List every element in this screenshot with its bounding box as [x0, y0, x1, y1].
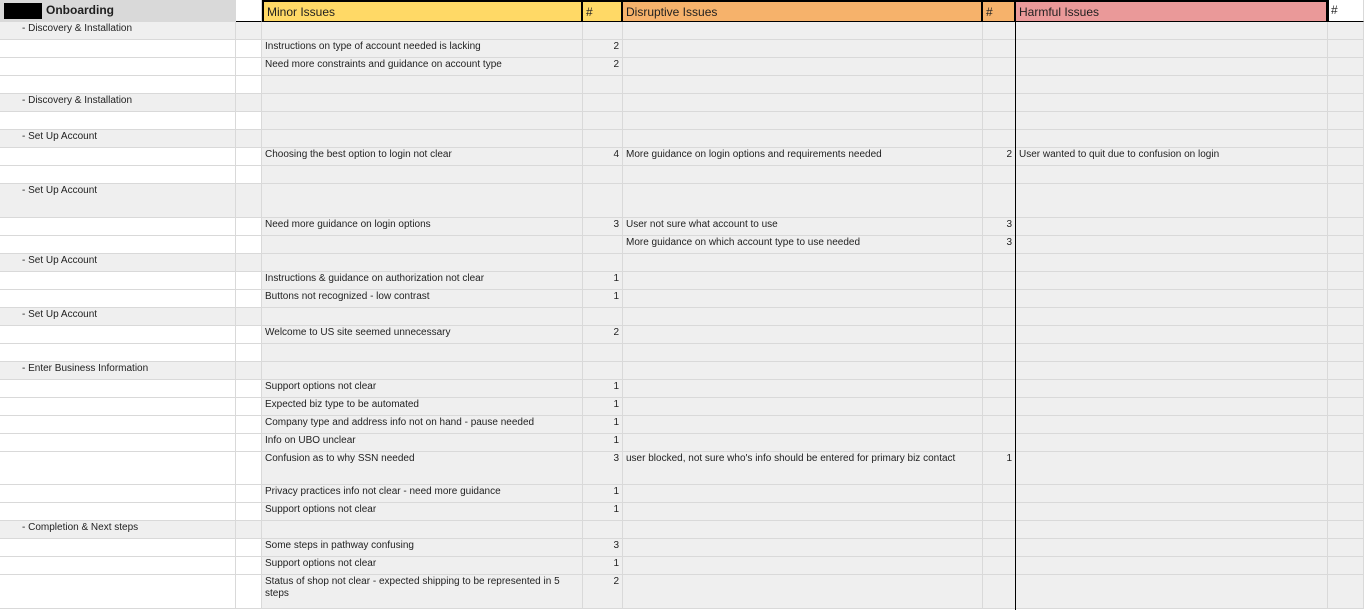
harmful-issue-cell[interactable]	[1016, 112, 1328, 130]
harmful-issue-cell[interactable]	[1016, 184, 1328, 218]
harmful-count-cell[interactable]	[1328, 344, 1364, 362]
stage-cell[interactable]	[0, 148, 236, 166]
minor-count-cell[interactable]	[583, 254, 623, 272]
minor-count-cell[interactable]	[583, 236, 623, 254]
spacer-cell[interactable]	[236, 380, 262, 398]
disruptive-count-cell[interactable]	[983, 398, 1016, 416]
table-row	[0, 236, 1364, 254]
table-row	[0, 557, 1364, 575]
minor-count-cell[interactable]	[583, 521, 623, 539]
harmful-issue-cell[interactable]	[1016, 539, 1328, 557]
disruptive-count-cell[interactable]: 3	[983, 236, 1016, 254]
table-row	[0, 272, 1364, 290]
disruptive-count-cell[interactable]	[983, 344, 1016, 362]
disruptive-count-cell[interactable]	[983, 539, 1016, 557]
stage-cell[interactable]: - Set Up Account	[0, 184, 236, 218]
harmful-count-cell[interactable]	[1328, 40, 1364, 58]
disruptive-count-cell[interactable]	[983, 380, 1016, 398]
disruptive-issue-cell[interactable]	[623, 326, 983, 344]
disruptive-count-cell[interactable]: 2	[983, 148, 1016, 166]
harmful-count-cell[interactable]	[1328, 166, 1364, 184]
harmful-issue-cell[interactable]	[1016, 218, 1328, 236]
disruptive-issue-cell[interactable]: user blocked, not sure who's info should be entered for primary biz contact	[623, 452, 983, 485]
spacer-cell[interactable]	[236, 326, 262, 344]
minor-issue-cell[interactable]: Choosing the best option to login not clear	[262, 148, 583, 166]
harmful-count-cell[interactable]	[1328, 184, 1364, 218]
minor-issue-cell[interactable]: Confusion as to why SSN needed	[262, 452, 583, 485]
disruptive-count-cell[interactable]	[983, 290, 1016, 308]
stage-row	[0, 308, 1364, 326]
disruptive-issue-cell[interactable]	[623, 166, 983, 184]
minor-issue-cell[interactable]: Info on UBO unclear	[262, 434, 583, 452]
stage-cell[interactable]	[0, 236, 236, 254]
stage-cell[interactable]	[0, 434, 236, 452]
table-row	[0, 539, 1364, 557]
disruptive-count-cell[interactable]	[983, 94, 1016, 112]
spacer-cell[interactable]	[236, 236, 262, 254]
disruptive-issue-cell[interactable]	[623, 539, 983, 557]
minor-issue-cell[interactable]: Support options not clear	[262, 503, 583, 521]
stage-cell[interactable]	[0, 58, 236, 76]
disruptive-issue-cell[interactable]	[623, 362, 983, 380]
harmful-issue-cell[interactable]	[1016, 416, 1328, 434]
disruptive-issue-cell[interactable]: User not sure what account to use	[623, 218, 983, 236]
harmful-count-cell[interactable]	[1328, 22, 1364, 40]
table-row	[0, 58, 1364, 76]
minor-issue-cell[interactable]: Buttons not recognized - low contrast	[262, 290, 583, 308]
disruptive-issue-cell[interactable]: More guidance on login options and requirements needed	[623, 148, 983, 166]
spacer-cell[interactable]	[236, 76, 262, 94]
harmful-issue-cell[interactable]	[1016, 326, 1328, 344]
minor-count-cell[interactable]	[583, 166, 623, 184]
stage-cell[interactable]	[0, 539, 236, 557]
stage-cell[interactable]: - Completion & Next steps	[0, 521, 236, 539]
minor-issue-cell[interactable]	[262, 112, 583, 130]
minor-count-cell[interactable]: 1	[583, 380, 623, 398]
disruptive-count-cell[interactable]	[983, 254, 1016, 272]
table-row	[0, 398, 1364, 416]
spacer-cell[interactable]	[236, 503, 262, 521]
table-row	[0, 40, 1364, 58]
harmful-count-cell[interactable]	[1328, 557, 1364, 575]
disruptive-count-cell[interactable]	[983, 434, 1016, 452]
harmful-issue-cell[interactable]	[1016, 344, 1328, 362]
header-harmful-issues[interactable]: Harmful Issues	[1016, 0, 1328, 22]
harmful-issue-cell[interactable]	[1016, 557, 1328, 575]
table-row	[0, 485, 1364, 503]
table-row	[0, 148, 1364, 166]
disruptive-issue-cell[interactable]	[623, 112, 983, 130]
harmful-count-cell[interactable]	[1328, 521, 1364, 539]
minor-issue-cell[interactable]	[262, 76, 583, 94]
spacer-cell[interactable]	[236, 166, 262, 184]
spacer-cell[interactable]	[236, 452, 262, 485]
stage-cell[interactable]	[0, 503, 236, 521]
table-row	[0, 218, 1364, 236]
spacer-cell[interactable]	[236, 521, 262, 539]
minor-issue-cell[interactable]	[262, 22, 583, 40]
minor-count-cell[interactable]	[583, 94, 623, 112]
minor-count-cell[interactable]: 2	[583, 58, 623, 76]
minor-count-cell[interactable]	[583, 112, 623, 130]
minor-count-cell[interactable]	[583, 308, 623, 326]
disruptive-count-cell[interactable]: 1	[983, 452, 1016, 485]
minor-issue-cell[interactable]	[262, 308, 583, 326]
disruptive-issue-cell[interactable]	[623, 40, 983, 58]
disruptive-count-cell[interactable]	[983, 184, 1016, 218]
harmful-issue-cell[interactable]	[1016, 290, 1328, 308]
spacer-cell[interactable]	[236, 362, 262, 380]
sheet-title-text: Onboarding	[46, 3, 114, 17]
minor-issue-cell[interactable]: Welcome to US site seemed unnecessary	[262, 326, 583, 344]
stage-cell[interactable]	[0, 575, 236, 609]
disruptive-count-cell[interactable]	[983, 272, 1016, 290]
minor-issue-cell[interactable]: Instructions & guidance on authorization not clear	[262, 272, 583, 290]
harmful-count-cell[interactable]	[1328, 290, 1364, 308]
harmful-issue-cell[interactable]	[1016, 503, 1328, 521]
harmful-issue-cell[interactable]	[1016, 452, 1328, 485]
stage-row	[0, 94, 1364, 112]
harmful-count-cell[interactable]	[1328, 380, 1364, 398]
harmful-issue-cell[interactable]	[1016, 166, 1328, 184]
table-row	[0, 290, 1364, 308]
harmful-issue-cell[interactable]	[1016, 380, 1328, 398]
harmful-issue-cell[interactable]	[1016, 575, 1328, 609]
minor-issue-cell[interactable]	[262, 166, 583, 184]
disruptive-count-cell[interactable]	[983, 40, 1016, 58]
minor-issue-cell[interactable]: Instructions on type of account needed is lacking	[262, 40, 583, 58]
harmful-count-cell[interactable]	[1328, 308, 1364, 326]
stage-row	[0, 130, 1364, 148]
stage-cell[interactable]	[0, 344, 236, 362]
disruptive-issue-cell[interactable]	[623, 434, 983, 452]
minor-count-cell[interactable]: 1	[583, 398, 623, 416]
spacer-cell[interactable]	[236, 272, 262, 290]
table-row	[0, 575, 1364, 609]
minor-issue-cell[interactable]	[262, 521, 583, 539]
stage-row	[0, 254, 1364, 272]
minor-issue-cell[interactable]: Support options not clear	[262, 557, 583, 575]
harmful-count-cell[interactable]	[1328, 148, 1364, 166]
harmful-issue-cell[interactable]	[1016, 434, 1328, 452]
harmful-count-cell[interactable]	[1328, 416, 1364, 434]
harmful-issue-cell[interactable]	[1016, 272, 1328, 290]
harmful-count-cell[interactable]	[1328, 112, 1364, 130]
harmful-issue-cell[interactable]	[1016, 76, 1328, 94]
stage-cell[interactable]	[0, 452, 236, 485]
header-harmful-count[interactable]: #	[1328, 0, 1364, 22]
disruptive-issue-cell[interactable]	[623, 557, 983, 575]
minor-count-cell[interactable]: 3	[583, 218, 623, 236]
harmful-count-cell[interactable]	[1328, 485, 1364, 503]
stage-cell[interactable]: - Set Up Account	[0, 308, 236, 326]
harmful-count-cell[interactable]	[1328, 503, 1364, 521]
disruptive-count-cell[interactable]	[983, 22, 1016, 40]
stage-cell[interactable]	[0, 290, 236, 308]
harmful-issue-cell[interactable]	[1016, 254, 1328, 272]
disruptive-issue-cell[interactable]	[623, 184, 983, 218]
minor-issue-cell[interactable]	[262, 130, 583, 148]
harmful-issue-cell[interactable]	[1016, 130, 1328, 148]
stage-row	[0, 521, 1364, 539]
disruptive-issue-cell[interactable]	[623, 485, 983, 503]
disruptive-count-cell[interactable]	[983, 521, 1016, 539]
minor-count-cell[interactable]	[583, 184, 623, 218]
harmful-count-cell[interactable]	[1328, 434, 1364, 452]
disruptive-issue-cell[interactable]	[623, 416, 983, 434]
stage-cell[interactable]: - Enter Business Information	[0, 362, 236, 380]
stage-cell[interactable]	[0, 40, 236, 58]
disruptive-count-cell[interactable]	[983, 130, 1016, 148]
table-row	[0, 416, 1364, 434]
disruptive-issue-cell[interactable]	[623, 272, 983, 290]
disruptive-issue-cell[interactable]	[623, 521, 983, 539]
disruptive-count-cell[interactable]	[983, 416, 1016, 434]
minor-count-cell[interactable]: 3	[583, 452, 623, 485]
minor-issue-cell[interactable]	[262, 236, 583, 254]
minor-count-cell[interactable]: 1	[583, 416, 623, 434]
harmful-issue-cell[interactable]: User wanted to quit due to confusion on login	[1016, 148, 1328, 166]
disruptive-issue-cell[interactable]	[623, 58, 983, 76]
header-cell-blank[interactable]	[236, 0, 262, 22]
harmful-count-cell[interactable]	[1328, 94, 1364, 112]
spacer-cell[interactable]	[236, 539, 262, 557]
minor-count-cell[interactable]	[583, 362, 623, 380]
minor-count-cell[interactable]	[583, 344, 623, 362]
minor-issue-cell[interactable]: Status of shop not clear - expected shipping to be represented in 5 steps	[262, 575, 583, 609]
table-row	[0, 434, 1364, 452]
harmful-right-border	[1326, 0, 1329, 22]
minor-issue-cell[interactable]	[262, 362, 583, 380]
spacer-cell[interactable]	[236, 40, 262, 58]
stage-cell[interactable]: - Set Up Account	[0, 130, 236, 148]
harmful-count-cell[interactable]	[1328, 58, 1364, 76]
spacer-cell[interactable]	[236, 344, 262, 362]
stage-cell[interactable]	[0, 398, 236, 416]
disruptive-issue-cell[interactable]	[623, 76, 983, 94]
minor-count-cell[interactable]: 2	[583, 40, 623, 58]
header-minor-issues[interactable]: Minor Issues	[262, 0, 583, 22]
spacer-cell[interactable]	[236, 58, 262, 76]
harmful-count-cell[interactable]	[1328, 362, 1364, 380]
minor-count-cell[interactable]: 1	[583, 434, 623, 452]
disruptive-count-cell[interactable]: 3	[983, 218, 1016, 236]
table-row	[0, 326, 1364, 344]
minor-count-cell[interactable]: 3	[583, 539, 623, 557]
harmful-issue-cell[interactable]	[1016, 236, 1328, 254]
disruptive-issue-cell[interactable]	[623, 380, 983, 398]
harmful-issue-cell[interactable]	[1016, 94, 1328, 112]
disruptive-count-cell[interactable]	[983, 76, 1016, 94]
disruptive-issue-cell[interactable]	[623, 254, 983, 272]
disruptive-count-cell[interactable]	[983, 362, 1016, 380]
table-row	[0, 503, 1364, 521]
minor-count-cell[interactable]	[583, 22, 623, 40]
redacted-label	[4, 3, 42, 19]
minor-count-cell[interactable]: 1	[583, 485, 623, 503]
spacer-cell[interactable]	[236, 148, 262, 166]
harmful-count-cell[interactable]	[1328, 218, 1364, 236]
stage-cell[interactable]	[0, 380, 236, 398]
minor-count-cell[interactable]	[583, 130, 623, 148]
stage-cell[interactable]	[0, 166, 236, 184]
disruptive-issue-cell[interactable]	[623, 575, 983, 609]
minor-count-cell[interactable]: 1	[583, 290, 623, 308]
harmful-count-cell[interactable]	[1328, 575, 1364, 609]
disruptive-count-cell[interactable]	[983, 485, 1016, 503]
minor-issue-cell[interactable]: Expected biz type to be automated	[262, 398, 583, 416]
spacer-cell[interactable]	[236, 254, 262, 272]
minor-issue-cell[interactable]: Need more constraints and guidance on account type	[262, 58, 583, 76]
disruptive-count-cell[interactable]	[983, 575, 1016, 609]
table-row	[0, 344, 1364, 362]
harmful-count-cell[interactable]	[1328, 236, 1364, 254]
disruptive-issue-cell[interactable]	[623, 344, 983, 362]
harmful-issue-cell[interactable]	[1016, 40, 1328, 58]
spacer-cell[interactable]	[236, 557, 262, 575]
stage-cell[interactable]	[0, 326, 236, 344]
stage-row	[0, 184, 1364, 218]
header-disruptive-count[interactable]: #	[983, 0, 1016, 22]
header-minor-count[interactable]: #	[583, 0, 623, 22]
stage-cell[interactable]	[0, 112, 236, 130]
stage-row	[0, 362, 1364, 380]
harmful-issue-cell[interactable]	[1016, 308, 1328, 326]
harmful-count-cell[interactable]	[1328, 76, 1364, 94]
minor-count-cell[interactable]: 4	[583, 148, 623, 166]
minor-issue-cell[interactable]: Company type and address info not on hand - pause needed	[262, 416, 583, 434]
stage-cell[interactable]	[0, 485, 236, 503]
spacer-cell[interactable]	[236, 112, 262, 130]
stage-cell[interactable]	[0, 557, 236, 575]
spacer-cell[interactable]	[236, 184, 262, 218]
harmful-count-cell[interactable]	[1328, 326, 1364, 344]
minor-issue-cell[interactable]	[262, 344, 583, 362]
minor-issue-cell[interactable]	[262, 184, 583, 218]
disruptive-issue-cell[interactable]	[623, 290, 983, 308]
minor-count-cell[interactable]: 1	[583, 503, 623, 521]
disruptive-count-cell[interactable]	[983, 166, 1016, 184]
spacer-cell[interactable]	[236, 130, 262, 148]
harmful-issue-cell[interactable]	[1016, 362, 1328, 380]
minor-issue-cell[interactable]: Support options not clear	[262, 380, 583, 398]
harmful-issue-cell[interactable]	[1016, 521, 1328, 539]
disruptive-count-cell[interactable]	[983, 326, 1016, 344]
harmful-issue-cell[interactable]	[1016, 398, 1328, 416]
minor-issue-cell[interactable]: Need more guidance on login options	[262, 218, 583, 236]
harmful-issue-cell[interactable]	[1016, 485, 1328, 503]
minor-count-cell[interactable]: 1	[583, 272, 623, 290]
harmful-count-cell[interactable]	[1328, 254, 1364, 272]
minor-count-cell[interactable]: 1	[583, 557, 623, 575]
disruptive-issue-cell[interactable]	[623, 130, 983, 148]
stage-cell[interactable]: - Discovery & Installation	[0, 94, 236, 112]
disruptive-issue-cell[interactable]: More guidance on which account type to use needed	[623, 236, 983, 254]
minor-issue-cell[interactable]	[262, 254, 583, 272]
disruptive-issue-cell[interactable]	[623, 308, 983, 326]
stage-cell[interactable]	[0, 76, 236, 94]
spacer-cell[interactable]	[236, 575, 262, 609]
harmful-count-cell[interactable]	[1328, 539, 1364, 557]
harmful-count-cell[interactable]	[1328, 398, 1364, 416]
spacer-cell[interactable]	[236, 308, 262, 326]
harmful-count-cell[interactable]	[1328, 272, 1364, 290]
table-row	[0, 452, 1364, 485]
spacer-cell[interactable]	[236, 22, 262, 40]
stage-row	[0, 22, 1364, 40]
stage-cell[interactable]	[0, 272, 236, 290]
header-disruptive-issues[interactable]: Disruptive Issues	[623, 0, 983, 22]
minor-count-cell[interactable]: 2	[583, 575, 623, 609]
minor-count-cell[interactable]: 2	[583, 326, 623, 344]
disruptive-count-cell[interactable]	[983, 557, 1016, 575]
spacer-cell[interactable]	[236, 398, 262, 416]
disruptive-issue-cell[interactable]	[623, 94, 983, 112]
harmful-left-border	[1015, 22, 1016, 610]
harmful-count-cell[interactable]	[1328, 130, 1364, 148]
minor-count-cell[interactable]	[583, 76, 623, 94]
spacer-cell[interactable]	[236, 218, 262, 236]
spacer-cell[interactable]	[236, 434, 262, 452]
harmful-issue-cell[interactable]	[1016, 58, 1328, 76]
disruptive-issue-cell[interactable]	[623, 503, 983, 521]
spacer-cell[interactable]	[236, 94, 262, 112]
header-row	[0, 0, 1364, 22]
table-row	[0, 380, 1364, 398]
minor-issue-cell[interactable]: Privacy practices info not clear - need more guidance	[262, 485, 583, 503]
disruptive-count-cell[interactable]	[983, 112, 1016, 130]
table-row	[0, 166, 1364, 184]
sheet-title[interactable]	[0, 0, 236, 22]
stage-cell[interactable]: - Discovery & Installation	[0, 22, 236, 40]
disruptive-count-cell[interactable]	[983, 308, 1016, 326]
harmful-issue-cell[interactable]	[1016, 22, 1328, 40]
stage-cell[interactable]	[0, 218, 236, 236]
stage-cell[interactable]: - Set Up Account	[0, 254, 236, 272]
table-row	[0, 112, 1364, 130]
minor-issue-cell[interactable]	[262, 94, 583, 112]
spacer-cell[interactable]	[236, 485, 262, 503]
spacer-cell[interactable]	[236, 290, 262, 308]
disruptive-issue-cell[interactable]	[623, 398, 983, 416]
table-row	[0, 76, 1364, 94]
minor-issue-cell[interactable]: Some steps in pathway confusing	[262, 539, 583, 557]
disruptive-count-cell[interactable]	[983, 503, 1016, 521]
disruptive-count-cell[interactable]	[983, 58, 1016, 76]
disruptive-issue-cell[interactable]	[623, 22, 983, 40]
spacer-cell[interactable]	[236, 416, 262, 434]
harmful-count-cell[interactable]	[1328, 452, 1364, 485]
stage-cell[interactable]	[0, 416, 236, 434]
